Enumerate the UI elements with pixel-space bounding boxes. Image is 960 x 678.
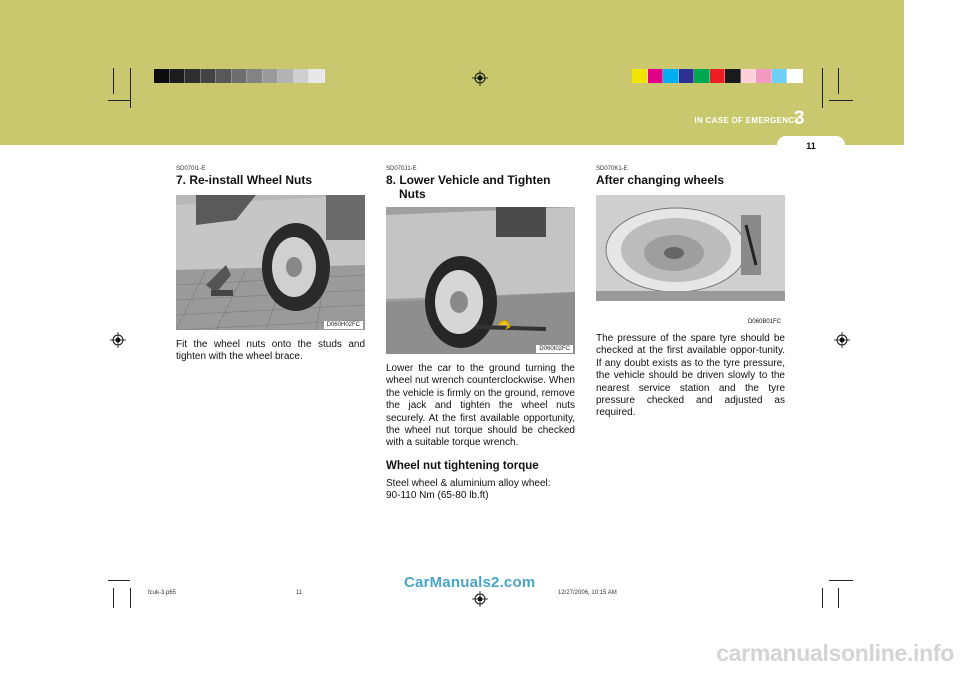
- image-code: D060B01FC: [747, 319, 781, 325]
- color-swatch: [154, 69, 170, 83]
- color-swatch: [309, 69, 325, 83]
- color-swatch: [694, 69, 710, 83]
- color-swatch: [679, 69, 695, 83]
- crop-mark: [838, 588, 839, 608]
- color-swatch: [725, 69, 741, 83]
- section-code: SD070K1-E: [596, 166, 628, 172]
- color-bar: [632, 69, 803, 83]
- color-swatch: [263, 69, 279, 83]
- footer-datetime: 12/27/2006, 10:15 AM: [558, 590, 617, 596]
- color-swatch: [201, 69, 217, 83]
- section-number: 3: [794, 108, 805, 129]
- crop-mark: [113, 68, 114, 94]
- site-watermark: carmanualsonline.info: [716, 640, 954, 666]
- illustration-jack-wheel: [176, 195, 365, 330]
- section-reinstall-wheel-nuts: [176, 166, 365, 364]
- color-swatch: [294, 69, 310, 83]
- color-swatch: [185, 69, 201, 83]
- crop-mark: [108, 100, 130, 101]
- section-body: The pressure of the spare tyre should be checked at the first available oppor-tunity. If any doubt exists as to the tyre pressure, the vehicle should be driven slowly to the nearest service station and the tyre pressure checked and adjusted as required.: [596, 333, 785, 419]
- grayscale-bar: [154, 69, 325, 83]
- color-swatch: [710, 69, 726, 83]
- registration-mark-icon: [472, 591, 488, 607]
- color-swatch: [170, 69, 186, 83]
- color-swatch: [216, 69, 232, 83]
- section-title: IN CASE OF EMERGENCY: [694, 116, 800, 125]
- crop-mark: [130, 68, 131, 108]
- page-number-tab: 11: [777, 136, 845, 154]
- color-swatch: [232, 69, 248, 83]
- color-swatch: [663, 69, 679, 83]
- image-code: D060H02FC: [324, 321, 363, 329]
- color-swatch: [632, 69, 648, 83]
- color-swatch: [278, 69, 294, 83]
- section-code: SD070I1-E: [176, 166, 206, 172]
- illustration-lower-vehicle: [386, 207, 575, 354]
- crop-mark: [829, 100, 853, 101]
- section-heading: After changing wheels: [596, 173, 725, 187]
- section-heading-line1: 8. Lower Vehicle and Tighten: [386, 173, 551, 187]
- section-lower-vehicle: [386, 166, 575, 503]
- section-code: SD070J1-E: [386, 166, 417, 172]
- color-swatch: [756, 69, 772, 83]
- section-heading: [386, 173, 575, 201]
- section-heading-line2: Nuts: [399, 187, 426, 201]
- crop-mark: [108, 580, 130, 581]
- color-swatch: [648, 69, 664, 83]
- watermark: CarManuals2.com: [404, 574, 536, 591]
- registration-mark-icon: [834, 332, 850, 348]
- registration-mark-icon: [110, 332, 126, 348]
- footer-file: fcuk-3.p65: [148, 590, 177, 596]
- crop-mark: [822, 588, 823, 608]
- crop-mark: [838, 68, 839, 94]
- section-body: Fit the wheel nuts onto the studs and tighten with the wheel brace.: [176, 339, 365, 363]
- torque-spec: [386, 478, 575, 503]
- torque-spec-line2: 90-110 Nm (65-80 lb.ft): [386, 490, 489, 502]
- section-after-changing: [596, 166, 785, 420]
- crop-mark: [113, 588, 114, 608]
- color-swatch: [741, 69, 757, 83]
- registration-mark-icon: [472, 70, 488, 86]
- crop-mark: [829, 580, 853, 581]
- color-swatch: [787, 69, 803, 83]
- crop-mark: [822, 68, 823, 108]
- section-body: Lower the car to the ground turning the wheel nut wrench counterclockwise. When the vehicle is firmly on the ground, remove the jack and tighten the wheel nuts securely. At the first available opportunity, the wheel nut torque should be checked with a suitable torque wrench.: [386, 363, 575, 449]
- subheading-torque: Wheel nut tightening torque: [386, 459, 539, 472]
- illustration-spare-well: [596, 195, 785, 313]
- crop-mark: [130, 588, 131, 608]
- torque-spec-line1: Steel wheel & aluminium alloy wheel:: [386, 477, 551, 489]
- section-heading: 7. Re-install Wheel Nuts: [176, 173, 313, 187]
- footer-page: 11: [296, 590, 303, 596]
- image-code: D060I02FC: [536, 345, 573, 353]
- color-swatch: [772, 69, 788, 83]
- color-swatch: [247, 69, 263, 83]
